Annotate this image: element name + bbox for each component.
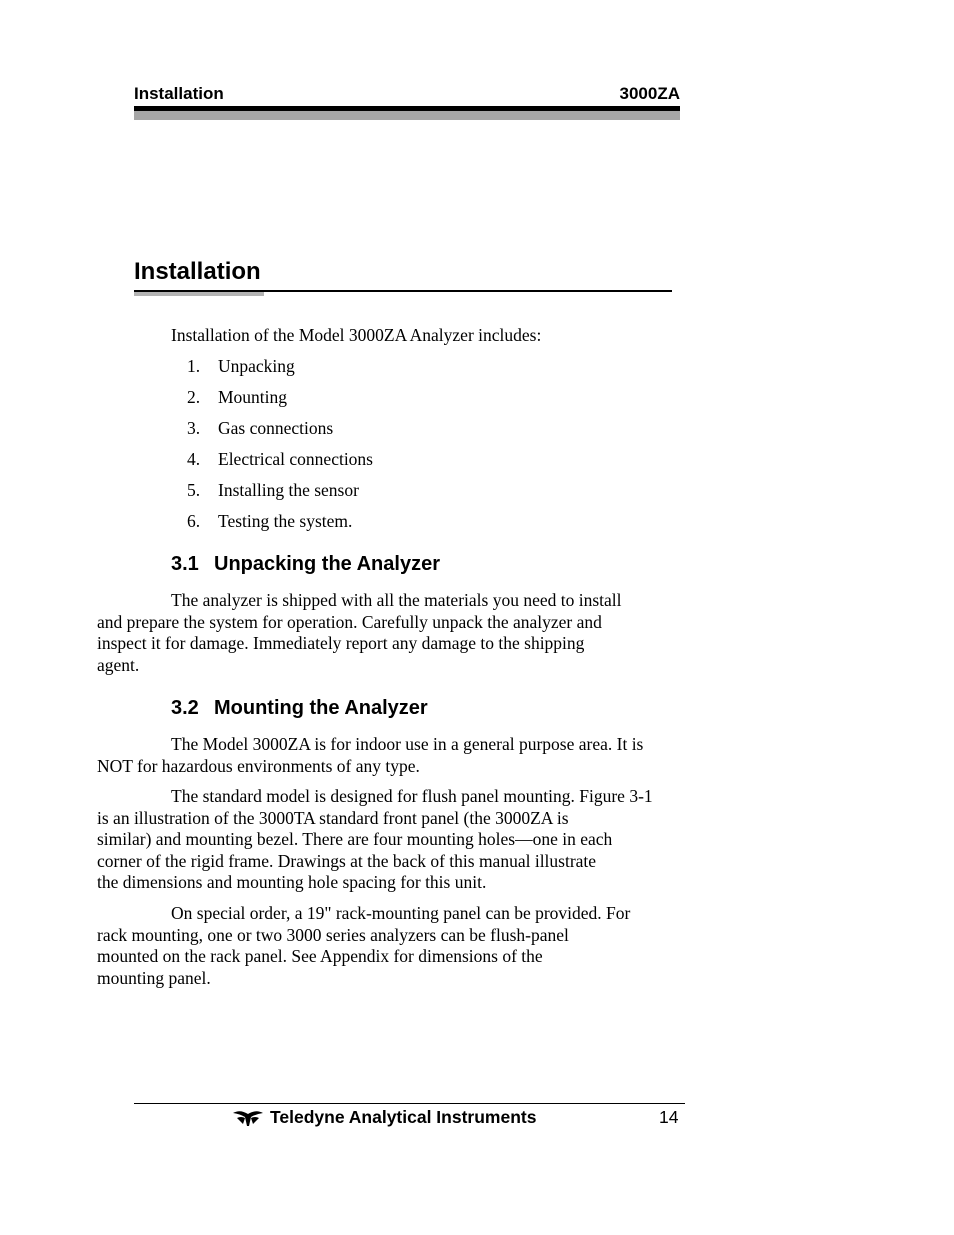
installation-steps-list <box>187 354 373 540</box>
text-line: The analyzer is shipped with all the materials you need to install <box>171 590 622 610</box>
list-item <box>187 385 373 416</box>
footer-company-name: Teledyne Analytical Instruments <box>270 1107 537 1127</box>
section-heading-unpacking <box>171 553 440 576</box>
text-line: and prepare the system for operation. Carefully unpack the analyzer and <box>97 611 602 632</box>
section-title: Mounting the Analyzer <box>214 697 428 719</box>
text-line: mounting panel. <box>97 967 211 988</box>
list-item-text: Testing the system. <box>218 511 353 531</box>
text-line: the dimensions and mounting hole spacing for this unit. <box>97 872 487 892</box>
text-line: is an illustration of the 3000TA standard front panel (the 3000ZA is <box>97 807 569 828</box>
text-line: agent. <box>97 654 140 675</box>
paragraph-flush-mounting <box>97 786 682 894</box>
list-item <box>187 478 373 509</box>
list-item-text: Installing the sensor <box>218 480 359 500</box>
text-line: The Model 3000ZA is for indoor use in a general purpose area. It is <box>171 734 644 754</box>
text-line: inspect it for damage. Immediately report any damage to the shipping <box>97 633 585 653</box>
intro-text: Installation of the Model 3000ZA Analyzer includes: <box>171 325 542 345</box>
list-item <box>187 416 373 447</box>
text-line: The standard model is designed for flush panel mounting. Figure 3-1 <box>171 786 653 806</box>
page-number: 14 <box>659 1107 679 1127</box>
page-title: Installation <box>134 258 261 285</box>
list-item <box>187 354 373 385</box>
text-line: NOT for hazardous environments of any type. <box>97 755 420 776</box>
paragraph-rack-mounting <box>97 903 682 989</box>
footer <box>232 1107 536 1128</box>
section-number: 3.1 <box>171 553 199 575</box>
section-title: Unpacking the Analyzer <box>214 553 440 575</box>
running-header <box>134 84 680 108</box>
list-item-number: 2. <box>187 387 201 407</box>
list-item-number: 3. <box>187 418 201 438</box>
list-item-text: Electrical connections <box>218 449 373 469</box>
list-item-number: 4. <box>187 449 201 469</box>
text-line: similar) and mounting bezel. There are four mounting holes—one in each <box>97 829 613 849</box>
list-item-text: Unpacking <box>218 356 295 376</box>
text-line: mounted on the rack panel. See Appendix for dimensions of the <box>97 946 543 966</box>
text-line: On special order, a 19" rack-mounting panel can be provided. For <box>171 903 631 923</box>
header-section-title: Installation <box>134 84 224 103</box>
text-line: corner of the rigid frame. Drawings at the back of this manual illustrate <box>97 850 597 871</box>
list-item <box>187 447 373 478</box>
section-heading-mounting <box>171 697 428 720</box>
footer-rule <box>134 1103 685 1104</box>
header-rule-gray <box>134 111 680 120</box>
list-item <box>187 509 373 540</box>
list-item-number: 6. <box>187 511 201 531</box>
list-item-text: Gas connections <box>218 418 334 438</box>
paragraph-indoor-use <box>97 734 682 777</box>
teledyne-logo-icon <box>232 1109 264 1127</box>
title-underline <box>134 290 672 292</box>
list-item-number: 1. <box>187 356 201 376</box>
header-model: 3000ZA <box>619 84 680 103</box>
section-number: 3.2 <box>171 697 199 719</box>
list-item-number: 5. <box>187 480 201 500</box>
text-line: rack mounting, one or two 3000 series analyzers can be flush-panel <box>97 924 569 945</box>
paragraph-unpacking <box>97 590 682 676</box>
list-item-text: Mounting <box>218 387 288 407</box>
